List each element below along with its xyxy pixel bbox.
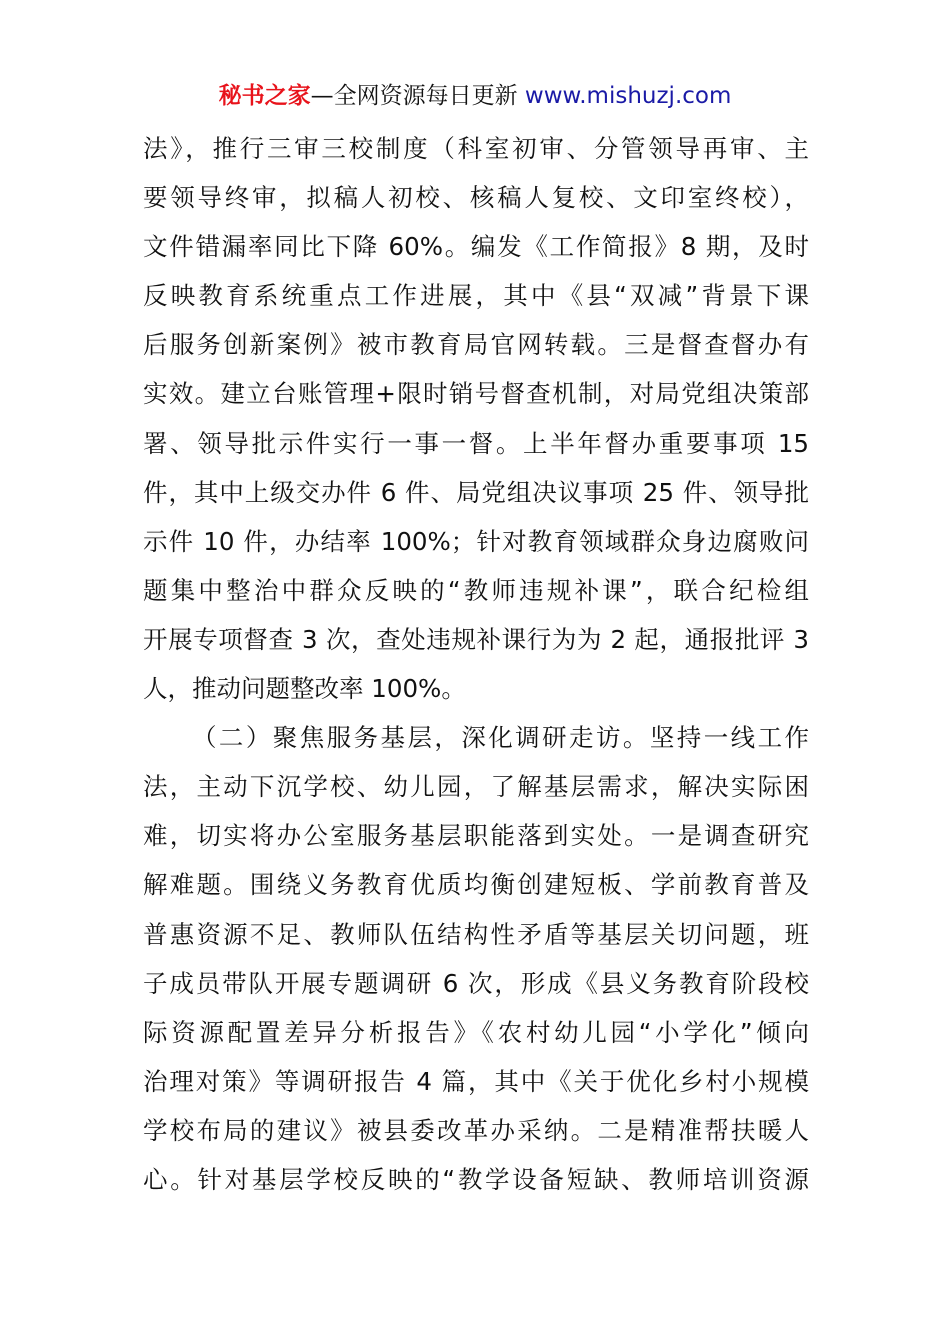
text-line: 法，主动下沉学校、幼儿园，了解基层需求，解决实际困 [143, 772, 809, 802]
text-line: 学校布局的建议》被县委改革办采纳。二是精准帮扶暖人 [143, 1115, 809, 1145]
text-line: 法》，推行三审三校制度（科室初审、分管领导再审、主 [143, 134, 809, 163]
text-line: 子成员带队开展专题调研 6 次，形成《县义务教育阶段校 [143, 968, 809, 998]
text-line: 题集中整治中群众反映的“教师违规补课”，联合纪检组 [143, 575, 809, 605]
text-line: 件，其中上级交办件 6 件、局党组决议事项 25 件、领导批 [143, 477, 809, 507]
site-url: www.mishuzj.com [524, 83, 732, 109]
text-line: 心。针对基层学校反映的“教学设备短缺、教师培训资源 [143, 1164, 809, 1194]
text-line: 实效。建立台账管理+限时销号督查机制，对局党组决策部 [143, 379, 809, 409]
text-line: 文件错漏率同比下降 60%。编发《工作简报》8 期，及时 [143, 232, 809, 262]
text-line: 要领导终审，拟稿人初校、核稿人复校、文印室终校）， [143, 183, 809, 213]
text-line: 后服务创新案例》被市教育局官网转载。三是督查督办有 [143, 330, 809, 360]
brand-name: 秘书之家 [218, 83, 311, 109]
tagline: —全网资源每日更新 [310, 83, 518, 109]
text-line: 署、领导批示件实行一事一督。上半年督办重要事项 15 [143, 428, 809, 458]
text-line: 反映教育系统重点工作进展，其中《县“双减”背景下课 [143, 281, 809, 311]
text-line: 治理对策》等调研报告 4 篇，其中《关于优化乡村小规模 [143, 1066, 809, 1096]
body-text [143, 124, 809, 1204]
text-line: 际资源配置差异分析报告》《农村幼儿园“小学化”倾向 [143, 1017, 809, 1047]
text-line: 难，切实将办公室服务基层职能落到实处。一是调查研究 [143, 821, 809, 851]
text-line: 人，推动问题整改率 100%。 [143, 674, 466, 704]
section-heading-line: （二）聚焦服务基层，深化调研走访。坚持一线工作 [192, 723, 809, 753]
text-line: 解难题。围绕义务教育优质均衡创建短板、学前教育普及 [143, 870, 809, 900]
text-line: 开展专项督查 3 次，查处违规补课行为为 2 起，通报批评 3 [143, 624, 809, 654]
text-line: 普惠资源不足、教师队伍结构性矛盾等基层关切问题，班 [143, 919, 809, 949]
watermark-header [0, 80, 950, 112]
text-line: 示件 10 件，办结率 100%；针对教育领域群众身边腐败问 [143, 526, 809, 556]
